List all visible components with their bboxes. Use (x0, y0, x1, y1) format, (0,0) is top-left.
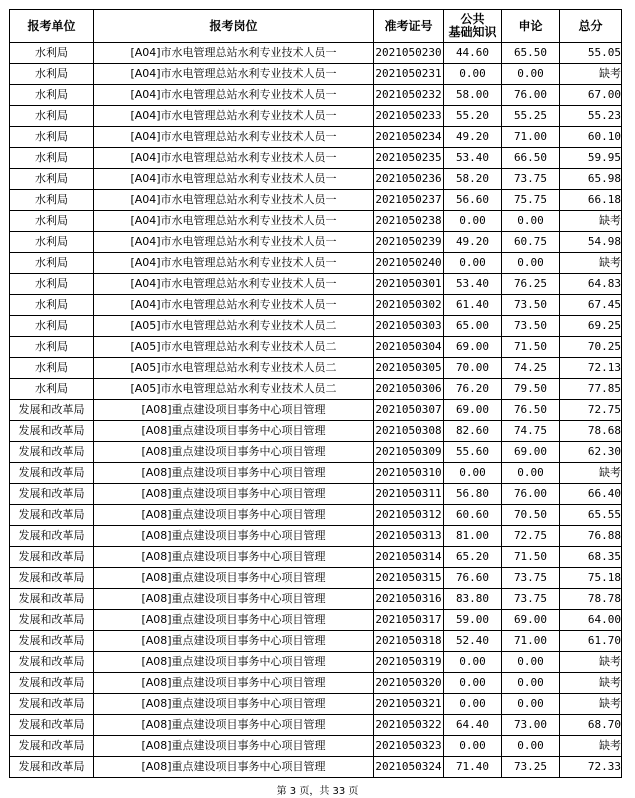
cell-general: 82.60 (444, 421, 502, 442)
cell-essay: 66.50 (502, 148, 560, 169)
cell-unit: 发展和改革局 (10, 484, 94, 505)
cell-total: 缺考 (560, 463, 622, 484)
cell-total: 66.40 (560, 484, 622, 505)
cell-general: 64.40 (444, 715, 502, 736)
cell-essay: 73.75 (502, 169, 560, 190)
cell-ticket: 2021050237 (374, 190, 444, 211)
table-row (10, 85, 622, 106)
cell-position: [A08]重点建设项目事务中心项目管理 (94, 757, 374, 778)
cell-essay: 71.00 (502, 631, 560, 652)
cell-essay: 73.50 (502, 316, 560, 337)
table-row (10, 148, 622, 169)
cell-position: [A08]重点建设项目事务中心项目管理 (94, 652, 374, 673)
cell-general: 0.00 (444, 652, 502, 673)
cell-position: [A08]重点建设项目事务中心项目管理 (94, 421, 374, 442)
cell-unit: 发展和改革局 (10, 442, 94, 463)
cell-ticket: 2021050304 (374, 337, 444, 358)
cell-unit: 水利局 (10, 295, 94, 316)
cell-total: 67.45 (560, 295, 622, 316)
cell-total: 72.33 (560, 757, 622, 778)
cell-position: [A08]重点建设项目事务中心项目管理 (94, 589, 374, 610)
cell-unit: 水利局 (10, 253, 94, 274)
cell-position: [A04]市水电管理总站水利专业技术人员一 (94, 295, 374, 316)
cell-unit: 发展和改革局 (10, 757, 94, 778)
cell-position: [A08]重点建设项目事务中心项目管理 (94, 736, 374, 757)
cell-total: 65.55 (560, 505, 622, 526)
cell-general: 70.00 (444, 358, 502, 379)
cell-position: [A08]重点建设项目事务中心项目管理 (94, 715, 374, 736)
cell-total: 78.78 (560, 589, 622, 610)
cell-ticket: 2021050240 (374, 253, 444, 274)
table-row (10, 694, 622, 715)
cell-total: 缺考 (560, 736, 622, 757)
table-row (10, 736, 622, 757)
table-row (10, 484, 622, 505)
cell-essay: 71.50 (502, 337, 560, 358)
cell-total: 55.23 (560, 106, 622, 127)
table-row (10, 715, 622, 736)
cell-unit: 发展和改革局 (10, 463, 94, 484)
cell-ticket: 2021050316 (374, 589, 444, 610)
page-footer: 第 3 页，共 33 页 (276, 786, 359, 797)
cell-total: 64.83 (560, 274, 622, 295)
cell-essay: 0.00 (502, 652, 560, 673)
cell-general: 60.60 (444, 505, 502, 526)
cell-unit: 发展和改革局 (10, 526, 94, 547)
cell-ticket: 2021050301 (374, 274, 444, 295)
cell-total: 60.10 (560, 127, 622, 148)
cell-general: 76.20 (444, 379, 502, 400)
cell-total: 缺考 (560, 694, 622, 715)
cell-total: 72.13 (560, 358, 622, 379)
cell-unit: 水利局 (10, 358, 94, 379)
cell-unit: 发展和改革局 (10, 652, 94, 673)
cell-ticket: 2021050318 (374, 631, 444, 652)
table-row (10, 169, 622, 190)
table-row (10, 274, 622, 295)
table-row (10, 547, 622, 568)
cell-essay: 65.50 (502, 43, 560, 64)
table-row (10, 253, 622, 274)
cell-total: 缺考 (560, 253, 622, 274)
cell-essay: 73.25 (502, 757, 560, 778)
cell-general: 65.20 (444, 547, 502, 568)
cell-unit: 水利局 (10, 337, 94, 358)
cell-total: 64.00 (560, 610, 622, 631)
cell-general: 58.00 (444, 85, 502, 106)
cell-ticket: 2021050319 (374, 652, 444, 673)
cell-total: 68.35 (560, 547, 622, 568)
cell-total: 61.70 (560, 631, 622, 652)
cell-ticket: 2021050239 (374, 232, 444, 253)
cell-ticket: 2021050310 (374, 463, 444, 484)
cell-essay: 73.75 (502, 568, 560, 589)
table-row (10, 568, 622, 589)
cell-general: 56.60 (444, 190, 502, 211)
cell-unit: 发展和改革局 (10, 715, 94, 736)
cell-unit: 水利局 (10, 232, 94, 253)
cell-essay: 76.50 (502, 400, 560, 421)
cell-ticket: 2021050231 (374, 64, 444, 85)
cell-ticket: 2021050307 (374, 400, 444, 421)
cell-total: 62.30 (560, 442, 622, 463)
cell-ticket: 2021050306 (374, 379, 444, 400)
cell-position: [A08]重点建设项目事务中心项目管理 (94, 400, 374, 421)
header-row (10, 10, 622, 43)
cell-total: 66.18 (560, 190, 622, 211)
cell-general: 59.00 (444, 610, 502, 631)
cell-position: [A04]市水电管理总站水利专业技术人员一 (94, 253, 374, 274)
cell-position: [A04]市水电管理总站水利专业技术人员一 (94, 106, 374, 127)
cell-unit: 发展和改革局 (10, 568, 94, 589)
table-row (10, 757, 622, 778)
cell-general: 65.00 (444, 316, 502, 337)
cell-general: 56.80 (444, 484, 502, 505)
cell-total: 67.00 (560, 85, 622, 106)
cell-unit: 水利局 (10, 211, 94, 232)
cell-ticket: 2021050302 (374, 295, 444, 316)
cell-total: 59.95 (560, 148, 622, 169)
cell-unit: 水利局 (10, 64, 94, 85)
table-row (10, 421, 622, 442)
cell-essay: 0.00 (502, 463, 560, 484)
table-row (10, 610, 622, 631)
table-row (10, 43, 622, 64)
cell-general: 61.40 (444, 295, 502, 316)
cell-unit: 发展和改革局 (10, 400, 94, 421)
table-row (10, 442, 622, 463)
table-row (10, 127, 622, 148)
cell-general: 52.40 (444, 631, 502, 652)
cell-ticket: 2021050236 (374, 169, 444, 190)
cell-unit: 发展和改革局 (10, 547, 94, 568)
cell-general: 81.00 (444, 526, 502, 547)
cell-general: 55.60 (444, 442, 502, 463)
cell-position: [A04]市水电管理总站水利专业技术人员一 (94, 211, 374, 232)
cell-ticket: 2021050303 (374, 316, 444, 337)
cell-unit: 发展和改革局 (10, 694, 94, 715)
cell-general: 0.00 (444, 211, 502, 232)
cell-position: [A08]重点建设项目事务中心项目管理 (94, 526, 374, 547)
cell-unit: 发展和改革局 (10, 736, 94, 757)
cell-total: 缺考 (560, 211, 622, 232)
cell-general: 0.00 (444, 64, 502, 85)
cell-unit: 发展和改革局 (10, 631, 94, 652)
cell-ticket: 2021050312 (374, 505, 444, 526)
cell-ticket: 2021050311 (374, 484, 444, 505)
cell-general: 58.20 (444, 169, 502, 190)
cell-unit: 水利局 (10, 43, 94, 64)
cell-general: 53.40 (444, 274, 502, 295)
cell-position: [A05]市水电管理总站水利专业技术人员二 (94, 379, 374, 400)
cell-general: 44.60 (444, 43, 502, 64)
cell-essay: 55.25 (502, 106, 560, 127)
cell-total: 55.05 (560, 43, 622, 64)
cell-unit: 水利局 (10, 190, 94, 211)
cell-essay: 0.00 (502, 673, 560, 694)
cell-essay: 76.00 (502, 85, 560, 106)
cell-essay: 0.00 (502, 253, 560, 274)
cell-position: [A08]重点建设项目事务中心项目管理 (94, 547, 374, 568)
cell-total: 76.88 (560, 526, 622, 547)
cell-general: 0.00 (444, 694, 502, 715)
table-row (10, 295, 622, 316)
cell-essay: 73.00 (502, 715, 560, 736)
cell-ticket: 2021050238 (374, 211, 444, 232)
cell-unit: 水利局 (10, 148, 94, 169)
table-row (10, 190, 622, 211)
cell-essay: 71.00 (502, 127, 560, 148)
cell-position: [A08]重点建设项目事务中心项目管理 (94, 568, 374, 589)
cell-essay: 74.75 (502, 421, 560, 442)
cell-position: [A08]重点建设项目事务中心项目管理 (94, 484, 374, 505)
cell-essay: 70.50 (502, 505, 560, 526)
cell-unit: 发展和改革局 (10, 610, 94, 631)
table-row (10, 673, 622, 694)
cell-essay: 73.75 (502, 589, 560, 610)
cell-unit: 水利局 (10, 169, 94, 190)
cell-total: 72.75 (560, 400, 622, 421)
table-row (10, 589, 622, 610)
cell-unit: 发展和改革局 (10, 673, 94, 694)
cell-position: [A08]重点建设项目事务中心项目管理 (94, 631, 374, 652)
header-essay: 申论 (502, 10, 560, 43)
cell-position: [A04]市水电管理总站水利专业技术人员一 (94, 169, 374, 190)
cell-ticket: 2021050317 (374, 610, 444, 631)
cell-total: 69.25 (560, 316, 622, 337)
cell-general: 69.00 (444, 400, 502, 421)
cell-position: [A04]市水电管理总站水利专业技术人员一 (94, 232, 374, 253)
cell-position: [A08]重点建设项目事务中心项目管理 (94, 442, 374, 463)
cell-ticket: 2021050308 (374, 421, 444, 442)
table-row (10, 232, 622, 253)
cell-essay: 60.75 (502, 232, 560, 253)
cell-essay: 76.00 (502, 484, 560, 505)
cell-ticket: 2021050230 (374, 43, 444, 64)
cell-ticket: 2021050313 (374, 526, 444, 547)
cell-general: 69.00 (444, 337, 502, 358)
table-row (10, 526, 622, 547)
cell-general: 53.40 (444, 148, 502, 169)
cell-essay: 69.00 (502, 442, 560, 463)
cell-total: 70.25 (560, 337, 622, 358)
cell-position: [A04]市水电管理总站水利专业技术人员一 (94, 190, 374, 211)
cell-essay: 74.25 (502, 358, 560, 379)
cell-ticket: 2021050232 (374, 85, 444, 106)
cell-unit: 水利局 (10, 316, 94, 337)
cell-essay: 75.75 (502, 190, 560, 211)
table-row (10, 64, 622, 85)
table-row (10, 505, 622, 526)
cell-general: 71.40 (444, 757, 502, 778)
cell-total: 78.68 (560, 421, 622, 442)
cell-total: 77.85 (560, 379, 622, 400)
header-unit: 报考单位 (10, 10, 94, 43)
cell-total: 65.98 (560, 169, 622, 190)
cell-position: [A05]市水电管理总站水利专业技术人员二 (94, 316, 374, 337)
cell-ticket: 2021050235 (374, 148, 444, 169)
cell-essay: 0.00 (502, 694, 560, 715)
table-row (10, 337, 622, 358)
cell-ticket: 2021050321 (374, 694, 444, 715)
table-row (10, 379, 622, 400)
cell-ticket: 2021050309 (374, 442, 444, 463)
cell-total: 75.18 (560, 568, 622, 589)
cell-position: [A04]市水电管理总站水利专业技术人员一 (94, 85, 374, 106)
cell-essay: 69.00 (502, 610, 560, 631)
cell-essay: 0.00 (502, 211, 560, 232)
cell-ticket: 2021050233 (374, 106, 444, 127)
cell-ticket: 2021050305 (374, 358, 444, 379)
table-row (10, 211, 622, 232)
cell-general: 76.60 (444, 568, 502, 589)
cell-unit: 发展和改革局 (10, 505, 94, 526)
cell-position: [A04]市水电管理总站水利专业技术人员一 (94, 148, 374, 169)
cell-ticket: 2021050322 (374, 715, 444, 736)
cell-general: 0.00 (444, 463, 502, 484)
cell-total: 54.98 (560, 232, 622, 253)
cell-essay: 72.75 (502, 526, 560, 547)
cell-total: 缺考 (560, 64, 622, 85)
cell-unit: 水利局 (10, 85, 94, 106)
cell-position: [A04]市水电管理总站水利专业技术人员一 (94, 43, 374, 64)
cell-general: 0.00 (444, 736, 502, 757)
cell-ticket: 2021050324 (374, 757, 444, 778)
cell-unit: 水利局 (10, 127, 94, 148)
cell-position: [A05]市水电管理总站水利专业技术人员二 (94, 337, 374, 358)
cell-general: 49.20 (444, 232, 502, 253)
table-row (10, 652, 622, 673)
table-row (10, 358, 622, 379)
cell-ticket: 2021050314 (374, 547, 444, 568)
cell-ticket: 2021050315 (374, 568, 444, 589)
cell-ticket: 2021050323 (374, 736, 444, 757)
cell-position: [A08]重点建设项目事务中心项目管理 (94, 694, 374, 715)
table-row (10, 400, 622, 421)
cell-unit: 发展和改革局 (10, 589, 94, 610)
score-table (9, 9, 622, 778)
cell-position: [A08]重点建设项目事务中心项目管理 (94, 610, 374, 631)
cell-essay: 0.00 (502, 736, 560, 757)
cell-general: 55.20 (444, 106, 502, 127)
table-row (10, 463, 622, 484)
cell-essay: 79.50 (502, 379, 560, 400)
cell-position: [A05]市水电管理总站水利专业技术人员二 (94, 358, 374, 379)
cell-position: [A04]市水电管理总站水利专业技术人员一 (94, 274, 374, 295)
table-row (10, 631, 622, 652)
cell-position: [A08]重点建设项目事务中心项目管理 (94, 463, 374, 484)
cell-ticket: 2021050234 (374, 127, 444, 148)
cell-essay: 0.00 (502, 64, 560, 85)
cell-position: [A04]市水电管理总站水利专业技术人员一 (94, 64, 374, 85)
cell-position: [A08]重点建设项目事务中心项目管理 (94, 505, 374, 526)
cell-essay: 76.25 (502, 274, 560, 295)
cell-essay: 71.50 (502, 547, 560, 568)
table-row (10, 106, 622, 127)
header-total: 总分 (560, 10, 622, 43)
header-position: 报考岗位 (94, 10, 374, 43)
cell-unit: 水利局 (10, 379, 94, 400)
cell-unit: 发展和改革局 (10, 421, 94, 442)
cell-total: 缺考 (560, 673, 622, 694)
header-general: 公共 基础知识 (444, 10, 502, 43)
cell-essay: 73.50 (502, 295, 560, 316)
cell-total: 68.70 (560, 715, 622, 736)
table-row (10, 316, 622, 337)
cell-general: 49.20 (444, 127, 502, 148)
cell-ticket: 2021050320 (374, 673, 444, 694)
cell-general: 0.00 (444, 673, 502, 694)
cell-total: 缺考 (560, 652, 622, 673)
cell-position: [A08]重点建设项目事务中心项目管理 (94, 673, 374, 694)
header-ticket: 准考证号 (374, 10, 444, 43)
cell-position: [A04]市水电管理总站水利专业技术人员一 (94, 127, 374, 148)
cell-unit: 水利局 (10, 106, 94, 127)
cell-unit: 水利局 (10, 274, 94, 295)
cell-general: 0.00 (444, 253, 502, 274)
cell-general: 83.80 (444, 589, 502, 610)
